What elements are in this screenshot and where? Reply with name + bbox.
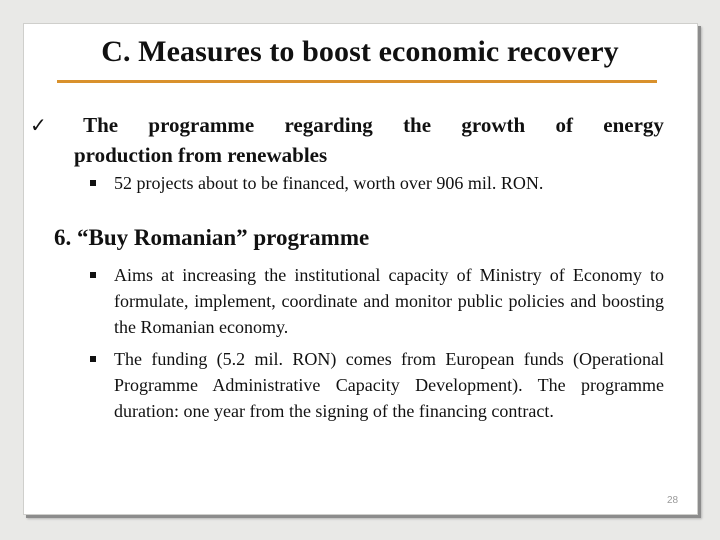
square-bullet-icon — [90, 180, 96, 186]
check-item-first-line — [30, 110, 664, 140]
checkmark-icon: ✓ — [30, 113, 47, 137]
bullet-text: 52 projects about to be financed, worth over 906 mil. RON. — [114, 173, 544, 193]
bullet-item-aims — [90, 262, 664, 340]
check-word: The — [83, 113, 119, 137]
page-number: 28 — [667, 495, 679, 506]
check-word: growth — [461, 113, 526, 137]
bullet-item-funding — [90, 346, 664, 424]
bullet-item-projects — [90, 170, 670, 196]
slide-title: C. Measures to boost economic recovery — [101, 35, 619, 68]
bullet-text: The funding (5.2 mil. RON) comes from European funds (Operational Programme Administrative Capacity Development). The programme duration: one year from the signing of the financing contract. — [114, 349, 664, 421]
square-bullet-icon — [90, 272, 96, 278]
check-word: the — [403, 113, 432, 137]
check-word: programme — [148, 113, 255, 137]
check-list-item — [30, 110, 664, 170]
section-heading: 6. “Buy Romanian” programme — [54, 225, 370, 250]
check-word: energy — [603, 113, 664, 137]
check-word: of — [555, 113, 573, 137]
check-item-second-line: production from renewables — [74, 143, 328, 167]
check-word: regarding — [284, 113, 373, 137]
title-underline — [57, 80, 657, 83]
bullet-text: Aims at increasing the institutional capacity of Ministry of Economy to formulate, implement, coordinate and monitor public policies and boosting the Romanian economy. — [114, 265, 664, 337]
square-bullet-icon — [90, 356, 96, 362]
